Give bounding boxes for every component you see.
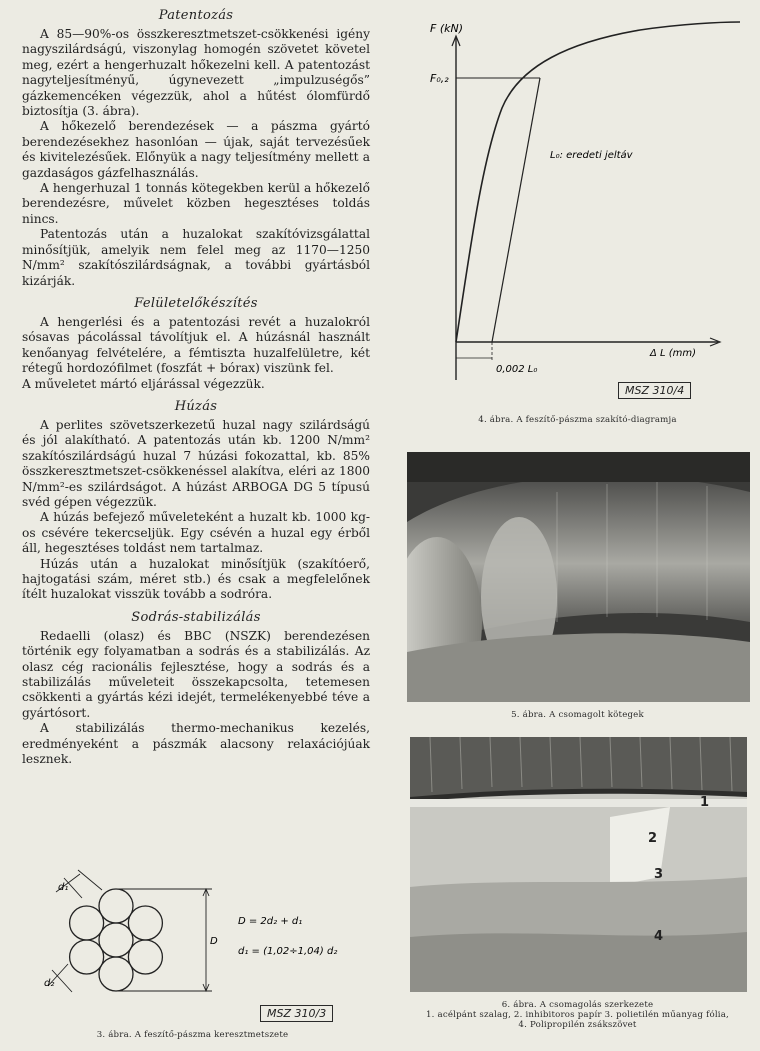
standard-stamp: MSZ 310/3 [260,1005,333,1022]
marker-1: 1 [700,795,710,810]
coil-photo-render [407,452,750,702]
label-d1: d₁ [58,882,69,893]
wire-outer [99,889,133,923]
figure-caption: 3. ábra. A feszítő-pászma keresztmetszete [96,1030,289,1040]
figure-legend-line: 4. Polipropilén zsákszövet [518,1020,637,1030]
paragraph: Redaelli (olasz) és BBC (NSZK) berendezésen történik egy folyamatban a sodrás és a stabilizálás. Az olasz cég racionális fejlesztése, hogy a sodrás és a stabilizálás műveleteit összekapcsolta, tetemesen csökkenti a gyártás kézi idejét, termelékenyebbé téve a gyártósort. [22,628,370,720]
wire-outer [99,957,133,991]
f02-label: F₀,₂ [430,72,449,85]
photo-packed-coils [407,452,750,702]
section-heading: Patentozás [158,8,234,23]
wire-outer [70,940,104,974]
wire-outer [128,940,162,974]
section-feluletelokeszites [22,296,370,392]
section-heading: Sodrás-stabilizálás [131,609,261,625]
marker-3: 3 [654,867,664,882]
x-axis-label: Δ L (mm) [650,348,697,359]
figure-caption: 6. ábra. A csomagolás szerkezete [501,1000,654,1010]
cross-section-diagram [20,868,365,1018]
paragraph: Húzás után a huzalokat minősítjük (szakítóerő, hajtogatási szám, méret stb.) és csak a megfelelőnek ítélt huzalokat visszük tovább a sodrórа. [22,556,370,602]
marker-2: 2 [648,831,658,846]
marker-4: 4 [654,929,664,944]
paragraph: A húzás befejező műveleteként a huzalt kb. 1000 kg-os csévére tekercseljük. Egy csévén a huzal egy érből áll, hegesztéses toldást nem tartalmaz. [22,510,370,556]
figure-5-caption: 5. ábra. A csomagolt kötegek [511,710,644,720]
figure-3 [20,868,365,1043]
wire-outer [70,906,104,940]
load-curve [456,22,740,342]
figure-4 [400,10,755,430]
figure-caption: 4. ábra. A feszítő-pászma szakító-diagramja [478,415,677,425]
packaging-photo-render [410,737,747,992]
offset-label: 0,002 L₀ [496,364,538,375]
paragraph: A hőkezelő berendezések — a pászma gyártó berendezésekhez hasonlóan — újak, saját tervezésűek és kivitelezésűek. Előnyük a nagy teljesítmény mellett a gazdaságos gázfelhasználás. [22,119,370,180]
wire-center [99,923,133,957]
paragraph: A stabilizálás thermo-mechanikus kezelés, eredményeként a pászmák alacsony relaxációjúak lesznek. [22,721,370,767]
tensile-diagram [400,10,755,400]
text-column [22,8,370,774]
section-huzas [22,399,370,603]
curve-label: L₀: eredeti jeltáv [550,150,633,161]
wire-outer [128,906,162,940]
paragraph: Patentozás után a huzalokat szakítóvizsgálattal minősítjük, amelyik nem felel meg az 1170—1250 N/mm² szakítószilárdságnak, a további gyártásból kizárják. [22,227,370,288]
paragraph: A hengerlési és a patentozási revét a huzalokról sósavas pácolással távolítjuk el. A húzásnál használt kenőanyag felvételére, a fémtiszta huzalfelületre, két rétegű hordozófilmet (foszfát + bórax) viszünk fel. [22,314,370,376]
figure-legend-line: 1. acélpánt szalag, 2. inhibitoros papír 3. polietilén műanyag fólia, [425,1010,729,1020]
section-patentozas [22,8,370,289]
photo-packaging-structure [410,737,747,992]
formula-1: D = 2d₂ + d₁ [238,916,303,927]
y-axis-label: F (kN) [430,22,464,35]
paragraph: A műveletet mártó eljárással végezzük. [22,376,265,391]
paragraph: A perlites szövetszerkezetű huzal nagy szilárdságú és jól alakítható. A patentozás után kb. 1200 N/mm² szakítószilárdságú huzal 7 húzási fokozattal, kb. 85% összkeresztmetszet-csökkenéssel alakítva, eléri az 1800 N/mm²-es szilárdságot. A húzást ARBOGA DG 5 típusú svéd gépen végezzük. [22,417,370,509]
section-heading: Húzás [174,398,218,414]
figure-6-caption-block [400,1000,755,1030]
section-sodras-stabilizalas [22,610,370,768]
section-heading: Felületelőkészítés [134,295,258,311]
paragraph: A hengerhuzal 1 tonnás kötegekben kerül a hőkezelő berendezésre, művelet közben hegesztéses toldás nincs. [22,181,370,226]
label-d2: d₂ [44,978,55,989]
label-D: D [210,936,218,947]
paragraph: A 85—90%-os összkeresztmetszet-csökkenési igény nagyszilárdságú, viszonylag homogén szövetet követel meg, ezért a hengerhuzalt hőkezelni kell. A patentozást nagyteljesítményű, úgynevezett „impulzuségős” gázkemencéken végezzük, ahol a hűtést ólomfürdő biztosítja (3. ábra). [22,27,370,119]
standard-stamp: MSZ 310/4 [618,382,691,399]
formula-2: d₁ = (1,02÷1,04) d₂ [238,946,338,957]
